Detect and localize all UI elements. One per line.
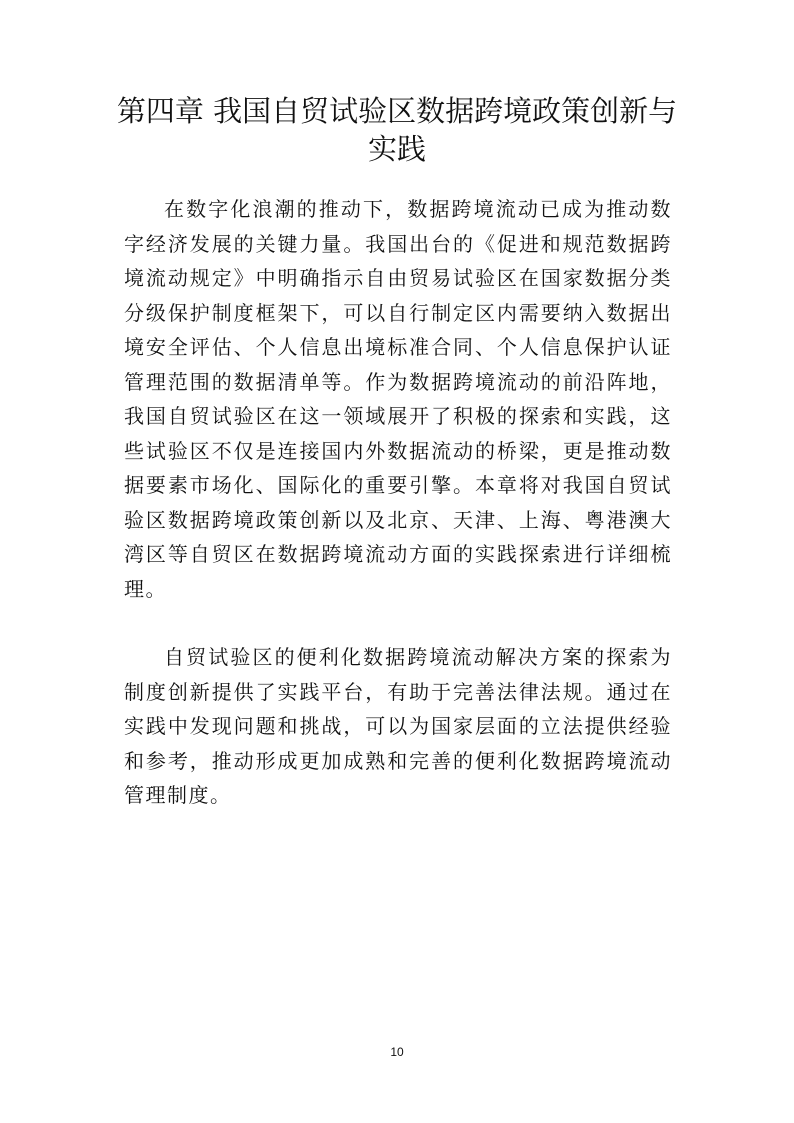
body-paragraph-1: 在数字化浪潮的推动下，数据跨境流动已成为推动数字经济发展的关键力量。我国出台的《促进和规范数据跨境流动规定》中明确指示自由贸易试验区在国家数据分类分级保护制度框架下，可以自行制定区内需要纳入数据出境安全评估、个人信息出境标准合同、个人信息保护认证管理范围的数据清单等。作为数据跨境流动的前沿阵地，我国自贸试验区在这一领域展开了积极的探索和实践，这些试验区不仅是连接国内外数据流动的桥梁，更是推动数据要素市场化、国际化的重要引擎。本章将对我国自贸试验区数据跨境政策创新以及北京、天津、上海、粤港澳大湾区等自贸区在数据跨境流动方面的实践探索进行详细梳理。 bbox=[124, 197, 672, 601]
chapter-title: 第四章 我国自贸试验区数据跨境政策创新与实践 bbox=[116, 94, 678, 166]
page-number: 10 bbox=[390, 1045, 404, 1059]
body-paragraph-2: 自贸试验区的便利化数据跨境流动解决方案的探索为制度创新提供了实践平台，有助于完善法律法规。通过在实践中发现问题和挑战，可以为国家层面的立法提供经验和参考，推动形成更加成熟和完善的便利化数据跨境流动管理制度。 bbox=[124, 645, 672, 807]
